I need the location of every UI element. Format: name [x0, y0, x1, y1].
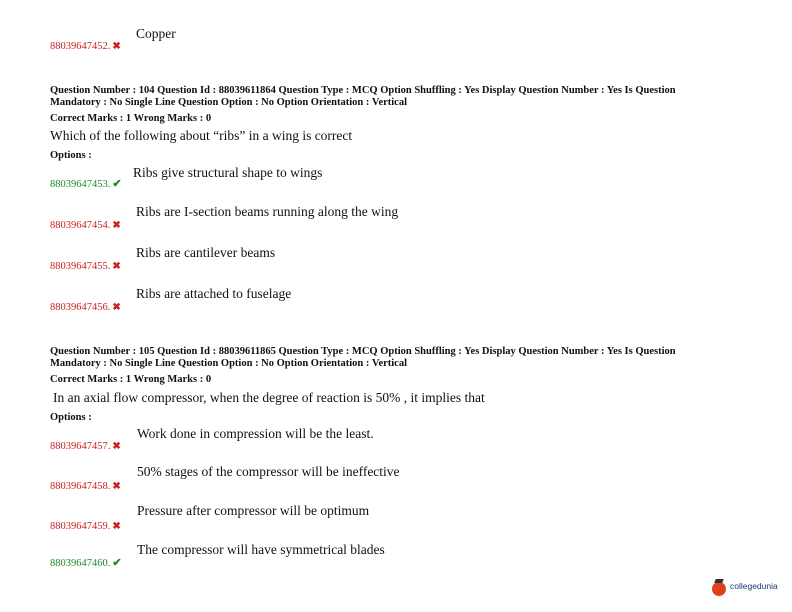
option-text: Work done in compression will be the least.: [137, 426, 374, 441]
wrong-mark-icon: ✖: [112, 441, 121, 452]
wrong-mark-icon: ✖: [112, 302, 121, 313]
option-row: [50, 256, 121, 274]
options-label: Options :: [50, 412, 92, 423]
option-row: [50, 553, 122, 571]
option-text: Copper: [136, 26, 176, 41]
wrong-mark-icon: ✖: [112, 220, 121, 231]
question-text: Which of the following about “ribs” in a wing is correct: [50, 128, 353, 143]
option-row: [50, 174, 122, 192]
option-row: [50, 215, 121, 233]
wrong-mark-icon: ✖: [112, 41, 121, 52]
correct-check-icon: ✔: [112, 557, 122, 569]
brand-logo: [712, 582, 778, 596]
question-marks: Correct Marks : 1 Wrong Marks : 0: [50, 374, 212, 385]
question-meta: [50, 85, 740, 109]
question-text: In an axial flow compressor, when the degree of reaction is 50% , it implies that: [53, 390, 485, 405]
correct-check-icon: ✔: [112, 178, 122, 190]
option-text: Ribs are I-section beams running along the wing: [136, 204, 399, 219]
graduation-cap-icon: [712, 582, 726, 596]
option-text: Pressure after compressor will be optimum: [137, 503, 370, 518]
option-row: [50, 297, 121, 315]
question-meta-line: Mandatory : No Single Line Question Option : No Option Orientation : Vertical: [50, 358, 408, 369]
question-meta: [50, 346, 740, 370]
wrong-mark-icon: ✖: [112, 521, 121, 532]
option-row: [50, 476, 121, 494]
option-id: 88039647459.: [50, 521, 111, 532]
question-meta-line: Question Number : 105 Question Id : 88039611865 Question Type : MCQ Option Shuffling : Yes Display Question Number : Yes Is Question: [50, 346, 676, 357]
option-text: The compressor will have symmetrical blades: [137, 542, 385, 557]
option-id: 88039647458.: [50, 481, 111, 492]
option-text: Ribs give structural shape to wings: [133, 165, 323, 180]
option-id: 88039647454.: [50, 220, 111, 231]
question-meta-line: Question Number : 104 Question Id : 88039611864 Question Type : MCQ Option Shuffling : Yes Display Question Number : Yes Is Question: [50, 85, 676, 96]
options-label: Options :: [50, 150, 92, 161]
option-row: [50, 516, 121, 534]
option-text: Ribs are cantilever beams: [136, 245, 276, 260]
option-text: Ribs are attached to fuselage: [136, 286, 292, 301]
wrong-mark-icon: ✖: [112, 261, 121, 272]
logo-subtext: [730, 591, 778, 596]
option-id: 88039647460.: [50, 558, 111, 569]
option-text: 50% stages of the compressor will be ineffective: [137, 464, 400, 479]
option-id: 88039647456.: [50, 302, 111, 313]
wrong-mark-icon: ✖: [112, 481, 121, 492]
option-id: 88039647452.: [50, 41, 111, 52]
option-row: [50, 436, 121, 454]
question-marks: Correct Marks : 1 Wrong Marks : 0: [50, 113, 212, 124]
logo-text: collegedunia: [730, 581, 778, 591]
option-id: 88039647455.: [50, 261, 111, 272]
option-id: 88039647457.: [50, 441, 111, 452]
option-id: 88039647453.: [50, 179, 111, 190]
question-meta-line: Mandatory : No Single Line Question Option : No Option Orientation : Vertical: [50, 97, 408, 108]
option-row: [50, 36, 121, 54]
